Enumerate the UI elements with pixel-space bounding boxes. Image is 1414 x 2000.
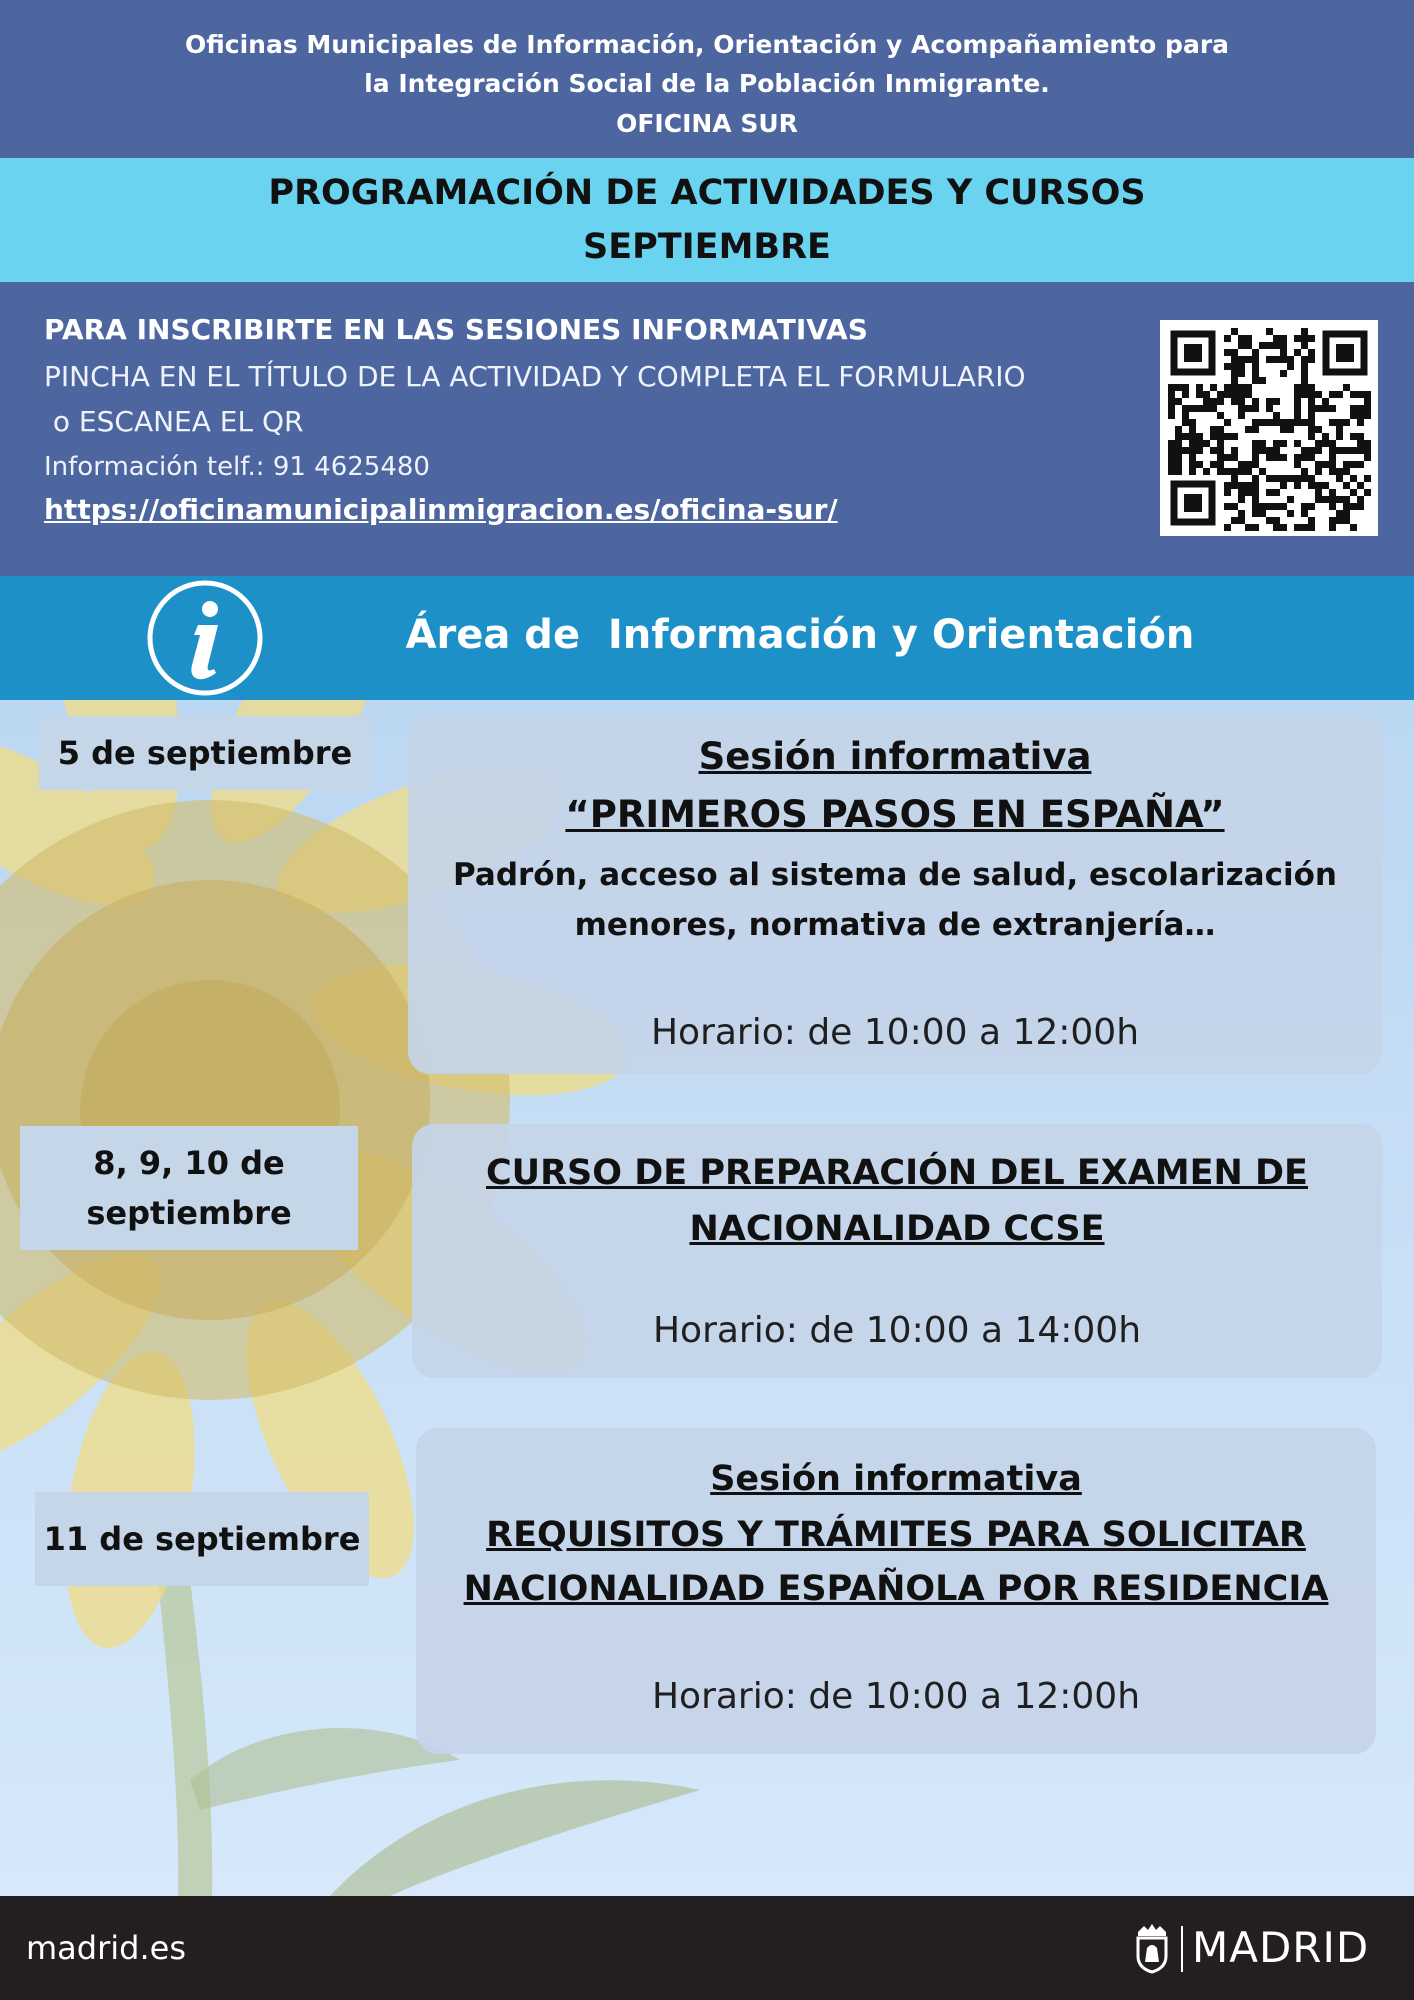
header-office-name: OFICINA SUR [616,109,798,138]
event-3-date [35,1492,369,1586]
qr-code[interactable] [1160,320,1378,536]
event-2-title-link-1[interactable]: CURSO DE PREPARACIÓN DEL EXAMEN DE [486,1153,1308,1193]
signup-phone: Información telf.: 91 4625480 [44,452,430,482]
madrid-crest-icon [1134,1922,1170,1974]
office-website-link[interactable]: https://oficinamunicipalinmigracion.es/oficina-sur/ [44,493,838,526]
event-2-date [20,1126,358,1250]
event-1-title-link[interactable]: “PRIMEROS PASOS EN ESPAÑA” [565,793,1225,836]
event-1-date [39,716,371,790]
event-2-date-line-2: septiembre [86,1194,292,1232]
page-title: PROGRAMACIÓN DE ACTIVIDADES Y CURSOS [268,173,1146,213]
event-1-schedule: Horario: de 10:00 a 12:00h [650,1012,1140,1053]
event-2-date-line-1: 8, 9, 10 de [93,1144,285,1182]
footer-site-link[interactable]: madrid.es [26,1929,186,1967]
header-line-1: Oficinas Municipales de Información, Orientación y Acompañamiento para [184,30,1230,59]
event-1-type-link[interactable]: Sesión informativa [698,735,1092,778]
event-3-card[interactable] [416,1428,1376,1754]
signup-instruction-1: PINCHA EN EL TÍTULO DE LA ACTIVIDAD Y COMPLETA EL FORMULARIO [44,360,1026,393]
page-subtitle-month: SEPTIEMBRE [583,227,831,267]
event-1-desc-1: Padrón, acceso al sistema de salud, escolarización [453,857,1337,893]
event-1-date-text: 5 de septiembre [57,734,353,772]
footer-separator [1181,1926,1183,1972]
event-3-title-link-2[interactable]: NACIONALIDAD ESPAÑOLA POR RESIDENCIA [463,1569,1329,1609]
footer-brand: MADRID [1192,1923,1370,1972]
event-3-title-link-1[interactable]: REQUISITOS Y TRÁMITES PARA SOLICITAR [486,1515,1306,1555]
event-2-title-link-2[interactable]: NACIONALIDAD CCSE [689,1209,1105,1249]
signup-heading: PARA INSCRIBIRTE EN LAS SESIONES INFORMATIVAS [44,313,868,346]
event-3-schedule: Horario: de 10:00 a 12:00h [651,1676,1141,1717]
event-3-date-text: 11 de septiembre [43,1520,361,1558]
event-1-card[interactable] [408,716,1382,1074]
header-line-2: la Integración Social de la Población Inmigrante. [364,69,1050,98]
event-3-type-link[interactable]: Sesión informativa [710,1459,1082,1499]
info-icon [146,579,264,697]
event-2-card[interactable] [412,1124,1382,1378]
event-2-schedule: Horario: de 10:00 a 14:00h [652,1310,1142,1351]
event-1-desc-2: menores, normativa de extranjería… [574,907,1216,943]
signup-instruction-2: o ESCANEA EL QR [44,405,304,438]
area-title: Área de Información y Orientación [405,612,1195,658]
